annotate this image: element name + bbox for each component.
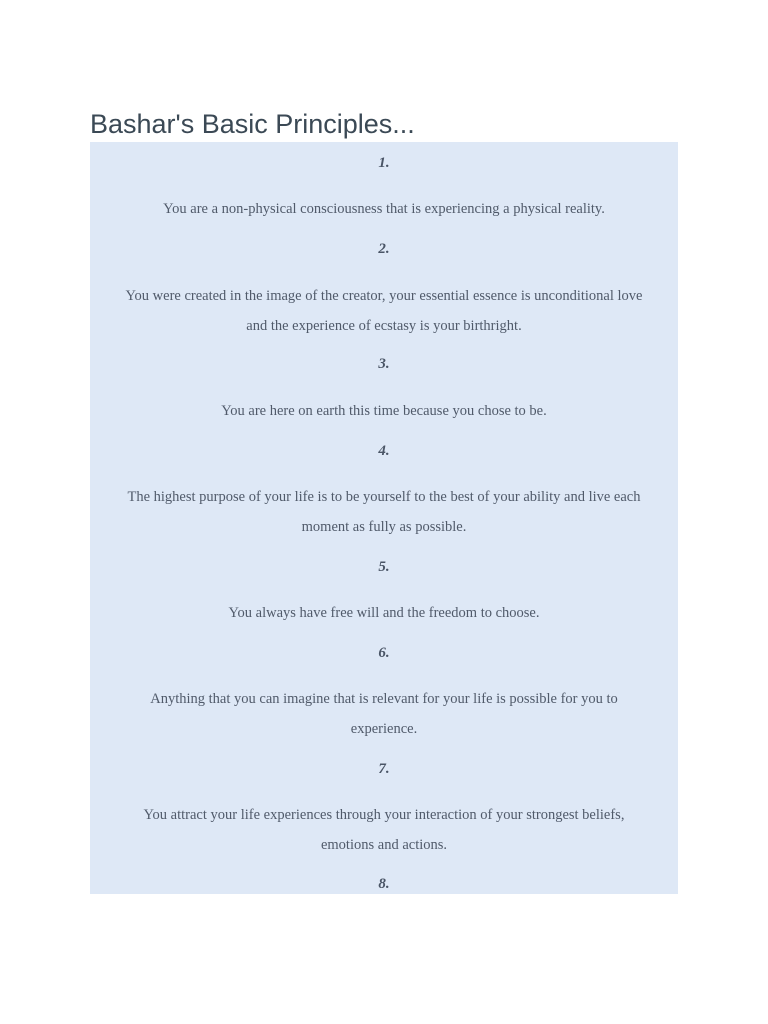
principle-text: You are here on earth this time because you chose to be. [221, 403, 547, 419]
principle-number: 4. [378, 443, 390, 459]
principle-number: 2. [378, 241, 390, 257]
principle-text: The highest purpose of your life is to be yourself to the best of your ability and live each [127, 489, 641, 505]
principle-number: 1. [378, 155, 390, 171]
principle-text: Anything that you can imagine that is relevant for your life is possible for you to [150, 691, 618, 707]
document-title: Bashar's Basic Principles... [90, 109, 415, 139]
principle-text: You attract your life experiences through your interaction of your strongest beliefs, [143, 807, 625, 823]
principle-text: You always have free will and the freedom to choose. [228, 605, 540, 621]
principle-text: You are a non-physical consciousness that is experiencing a physical reality. [163, 201, 605, 217]
principle-number: 7. [378, 761, 390, 777]
principle-number: 6. [378, 645, 390, 661]
principle-number: 5. [378, 559, 390, 575]
principle-text: experience. [350, 721, 418, 737]
principle-text: moment as fully as possible. [301, 519, 467, 535]
principle-text: emotions and actions. [320, 837, 448, 853]
principle-number: 3. [378, 356, 390, 372]
principles-panel [90, 142, 678, 894]
principle-text: and the experience of ecstasy is your birthright. [246, 318, 522, 334]
principle-number: 8. [378, 876, 390, 892]
principle-text: You were created in the image of the creator, your essential essence is unconditional love [125, 288, 643, 304]
